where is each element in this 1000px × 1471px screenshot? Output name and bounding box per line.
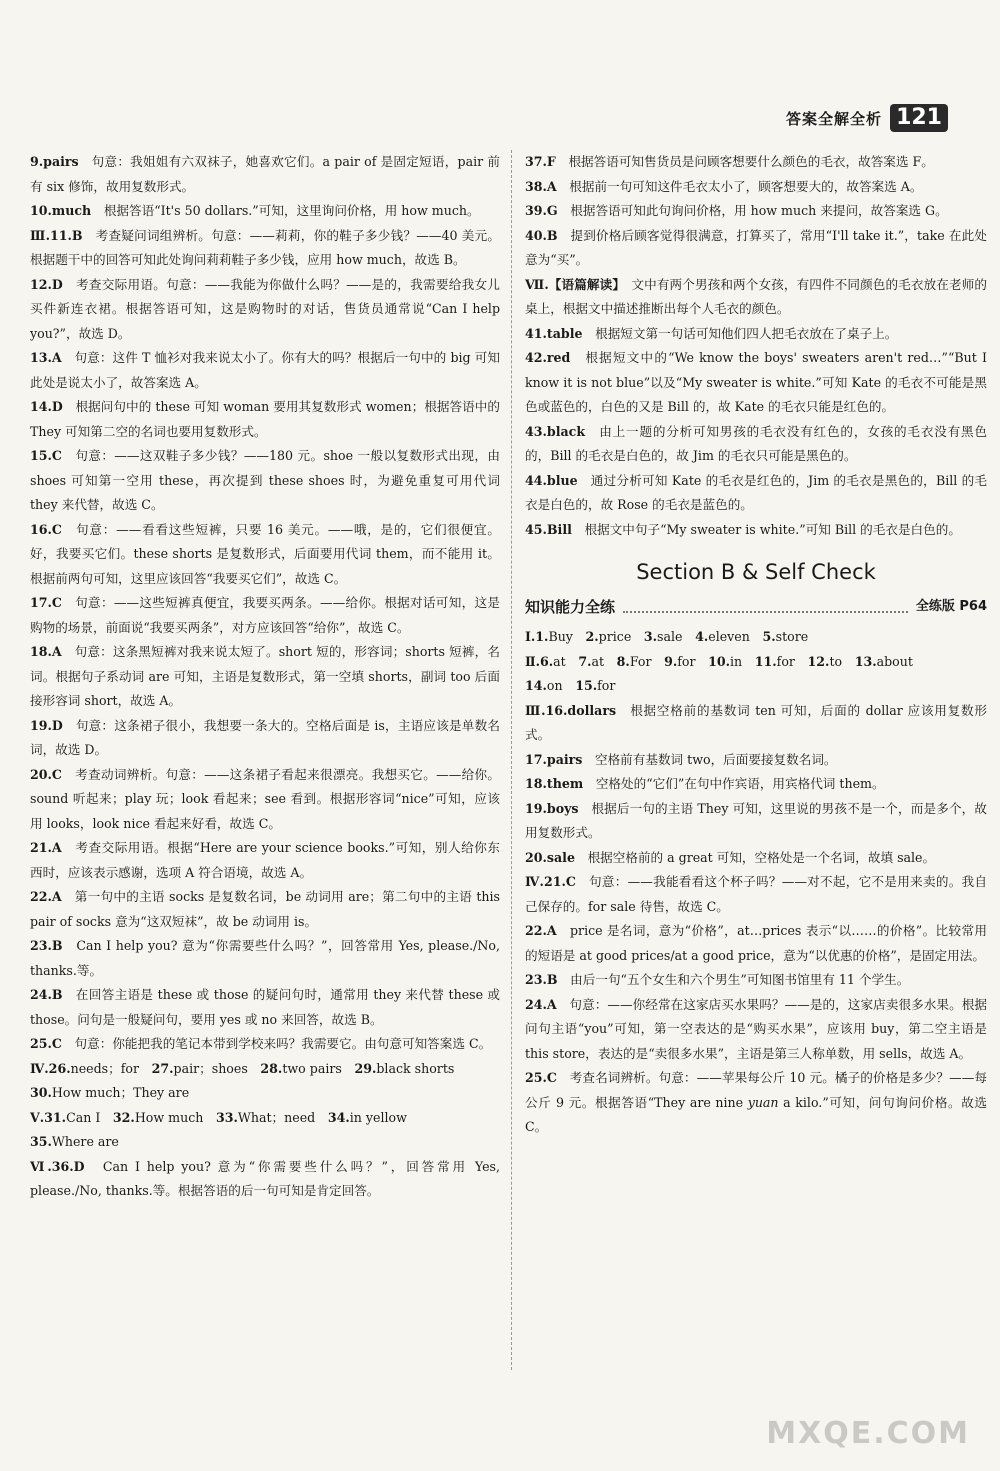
answer-entry — [30, 150, 500, 199]
answer-number: 9.pairs — [30, 154, 79, 169]
answer-number: 37.F — [525, 154, 556, 169]
answer-number: 19.boys — [525, 800, 579, 816]
answer-entry — [525, 175, 987, 200]
answer-explanation: needs；for 27.pair；shoes 28.two pairs 29.black shorts — [70, 1060, 455, 1076]
answer-explanation: 句意：这条黑短裤对我来说太短了。short 短的，形容词；shorts 短裤，名词。根据句子系动词 are 可知，主语是复数形式，第一空填 shorts，副词 too 后面接形容词 short，故选 A。 — [30, 644, 500, 708]
answer-explanation: 文中有两个男孩和两个女孩，有四件不同颜色的毛衣放在老师的桌上，根据文中描述推断出每个人毛衣的颜色。 — [525, 276, 988, 316]
answer-entry — [30, 763, 500, 837]
page-header — [786, 104, 948, 132]
answer-entry — [525, 273, 987, 322]
answer-entry — [525, 469, 987, 518]
answer-explanation: Can I help you? 意为“你需要些什么吗？”，回答常用 Yes, please./No, thanks.等。 — [30, 938, 500, 978]
answer-entry — [525, 699, 987, 748]
answer-explanation: 句意：——我能看看这个杯子吗？——对不起，它不是用来卖的。我自己保存的。for sale 待售，故选 C。 — [525, 874, 988, 914]
answer-number: 15.C — [30, 448, 62, 463]
answer-number: Ⅳ.26. — [30, 1060, 71, 1076]
answer-entry — [525, 846, 987, 871]
answer-entry — [525, 420, 987, 469]
answer-explanation: 提到价格后顾客觉得很满意，打算买了，常用“I'll take it.”，take 在此处意为“买”。 — [525, 227, 987, 267]
answer-entry — [30, 983, 500, 1032]
answer-explanation: 根据答语可知售货员是问顾客想要什么颜色的毛衣，故答案选 F。 — [555, 154, 934, 169]
answer-entry — [525, 748, 987, 773]
answer-entry — [525, 346, 987, 420]
left-column — [30, 150, 500, 1204]
answer-explanation: 由后一句“五个女生和六个男生”可知图书馆里有 11 个学生。 — [557, 972, 910, 987]
answer-explanation: 根据短文第一句话可知他们四人把毛衣放在了桌子上。 — [582, 325, 898, 341]
answer-explanation: 根据空格前的 a great 可知，空格处是一个名词，故填 sale。 — [574, 849, 936, 865]
answer-explanation: Buy 2.price 3.sale 4.eleven 5.store — [548, 629, 809, 644]
answer-entry — [525, 797, 987, 846]
answer-number: 45.Bill — [525, 521, 572, 537]
answer-entry — [30, 714, 500, 763]
answer-entry — [30, 836, 500, 885]
answer-explanation: How much；They are — [51, 1085, 190, 1100]
answer-number: 14.D — [30, 399, 63, 414]
answer-entry — [30, 224, 500, 273]
answer-number: 38.A — [525, 178, 557, 194]
answer-number: 35. — [30, 1134, 52, 1149]
answer-number: 23.B — [30, 938, 63, 953]
answer-number: 44.blue — [525, 472, 578, 488]
answer-number: Ⅰ.1. — [525, 629, 549, 644]
answer-entry — [525, 993, 987, 1067]
answer-entry — [525, 772, 987, 797]
answer-number: 30. — [30, 1085, 52, 1100]
answer-explanation: 考查动词辨析。句意：——这条裙子看起来很漂亮。我想买它。——给你。sound 听起来；play 玩；look 看起来；see 看到。根据形容词“nice”可知，应该用 looks，look nice 看起来好看，故选 C。 — [30, 766, 500, 831]
answer-number: 18.them — [525, 776, 584, 791]
answer-number: 23.B — [525, 972, 558, 987]
answer-number: Ⅲ.11.B — [30, 227, 83, 243]
answer-entry — [30, 1057, 500, 1082]
answer-explanation: 根据答语“It's 50 dollars.”可知，这里询问价格，用 how much。 — [91, 203, 480, 218]
answer-number: 43.black — [525, 423, 586, 439]
answer-entry — [30, 1106, 500, 1131]
watermark-stamp: MXQE.COM — [766, 1416, 970, 1451]
answer-entry — [30, 1130, 500, 1155]
answer-entry — [525, 224, 987, 273]
answer-number: 22.A — [30, 889, 62, 904]
answer-number: 42.red — [525, 350, 571, 365]
answer-explanation: 句意：——这些短裤真便宜，我要买两条。——给你。根据对话可知，这是购物的场景，前面说“我要买两条”，对方应该回答“给你”，故选 C。 — [30, 595, 500, 635]
answer-explanation: Where are — [51, 1134, 119, 1149]
answer-explanation: 根据文中句子“My sweater is white.”可知 Bill 的毛衣是白色的。 — [571, 521, 961, 537]
answer-explanation: 在回答主语是 these 或 those 的疑问句时，通常用 they 来代替 these 或 those。问句是一般疑问句，要用 yes 或 no 来回答，故选 B。 — [30, 987, 500, 1027]
answer-number: Ⅳ.21.C — [525, 874, 576, 889]
answer-number: 19.D — [30, 717, 63, 733]
answer-number: Ⅵ.36.D — [30, 1158, 85, 1174]
answer-explanation: 第一句中的主语 socks 是复数名词，be 动词用 are；第二句中的主语 this pair of socks 意为“这双短袜”，故 be 动词用 is。 — [30, 889, 500, 929]
answer-entry — [30, 640, 500, 714]
answer-explanation: 句意：你能把我的笔记本带到学校来吗？我需要它。由句意可知答案选 C。 — [61, 1036, 492, 1051]
answer-explanation: 空格处的“它们”在句中作宾语，用宾格代词 them。 — [583, 776, 885, 791]
practice-title: 知识能力全练 — [525, 597, 616, 616]
answer-entry — [525, 968, 987, 993]
answer-entry — [30, 346, 500, 395]
answer-number: 24.B — [30, 987, 63, 1002]
answer-entry — [525, 919, 987, 968]
answer-entry — [525, 870, 987, 919]
answer-entry — [30, 199, 500, 224]
answer-entry — [525, 1066, 987, 1140]
answer-number: 17.pairs — [525, 751, 583, 767]
answer-entry — [525, 150, 987, 175]
answer-entry — [30, 444, 500, 518]
answer-explanation: Can I help you? 意为“你需要些什么吗？”，回答常用 Yes, please./No, thanks.等。根据答语的后一句可知是肯定回答。 — [30, 1158, 500, 1198]
answer-entry — [30, 1081, 500, 1106]
answer-number: 21.A — [30, 840, 62, 855]
answer-entry — [30, 591, 500, 640]
answer-number: 24.A — [525, 996, 557, 1012]
answer-number: Ⅴ.31. — [30, 1109, 67, 1125]
answer-explanation: 句意：——看看这些短裤，只要 16 美元。——哦，是的，它们很便宜。好，我要买它们。these shorts 是复数形式，后面要用代词 them，而不能用 it。根据前两句可知，这里应该回答“我要买它们”，故选 C。 — [30, 521, 500, 586]
answer-entry — [30, 518, 500, 592]
answer-explanation: 通过分析可知 Kate 的毛衣是红色的，Jim 的毛衣是黑色的，Bill 的毛衣是白色的，故 Rose 的毛衣是蓝色的。 — [525, 472, 987, 512]
answer-number: 41.table — [525, 325, 583, 341]
answer-number: 14. — [525, 678, 547, 693]
answer-explanation: 句意：这件 T 恤衫对我来说太小了。你有大的吗？根据后一句中的 big 可知此处是说太小了，故答案选 A。 — [30, 350, 500, 390]
answer-number: 18.A — [30, 644, 62, 659]
answer-number: Ⅶ.【语篇解读】 — [525, 276, 619, 292]
answer-entry — [30, 885, 500, 934]
answer-number: 17.C — [30, 595, 62, 610]
answer-explanation: 根据前一句可知这件毛衣太小了，顾客想要大的，故答案选 A。 — [556, 178, 923, 194]
answer-explanation: at 7.at 8.For 9.for 10.in 11.for 12.to 13.about — [553, 653, 913, 669]
practice-bar — [525, 595, 987, 620]
answer-explanation: Can I 32.How much 33.What；need 34.in yellow — [66, 1109, 407, 1125]
answer-explanation: 句意：——你经常在这家店买水果吗？——是的，这家店卖很多水果。根据问句主语“you”可知，第一空表达的是“购买水果”，应该用 buy，第二空主语是 this store，表达的是“卖很多水果”，主语是第三人称单数，用 sells，故选 A。 — [525, 996, 987, 1061]
answer-explanation: 根据答语可知此句询问价格，用 how much 来提问，故答案选 G。 — [557, 203, 948, 218]
answer-entry — [525, 625, 987, 650]
page-number: 121 — [890, 104, 948, 132]
header-title: 答案全解全析 — [786, 109, 883, 128]
section-heading: Section B & Self Check — [636, 560, 876, 584]
column-divider — [511, 150, 512, 1370]
answer-explanation: 考查交际用语。句意：——我能为你做什么吗？——是的，我需要给我女儿买件新连衣裙。根据答语可知，这是购物时的对话，售货员通常说“Can I help you?”，故选 D。 — [30, 276, 500, 341]
answer-number: 16.C — [30, 521, 62, 537]
answer-explanation: 根据问句中的 these 可知 woman 要用其复数形式 women；根据答语中的 They 可知第二空的名词也要用复数形式。 — [30, 399, 500, 439]
answer-entry — [30, 934, 500, 983]
answer-number: 40.B — [525, 227, 558, 243]
answer-number: 39.G — [525, 203, 558, 218]
answer-number: 22.A — [525, 923, 557, 938]
answer-entry — [30, 395, 500, 444]
answer-explanation: 由上一题的分析可知男孩的毛衣没有红色的，女孩的毛衣没有黑色的，Bill 的毛衣是白色的，故 Jim 的毛衣只可能是黑色的。 — [525, 423, 987, 463]
answer-explanation: 句意：我姐姐有六双袜子，她喜欢它们。a pair of 是固定短语，pair 前有 six 修饰，故用复数形式。 — [30, 154, 500, 194]
right-column — [525, 150, 987, 1140]
answer-number: 20.C — [30, 766, 62, 782]
dotted-leader — [623, 601, 908, 613]
answer-explanation: 考查交际用语。根据“Here are your science books.”可知，别人给你东西时，应该表示感谢，选项 A 符合语境，故选 A。 — [30, 840, 500, 880]
answer-number: 25.C — [30, 1036, 62, 1051]
answer-entry — [30, 273, 500, 347]
answer-number: 20.sale — [525, 849, 575, 865]
answer-entry — [525, 674, 987, 699]
answer-explanation: 句意：——这双鞋子多少钱？——180 元。shoe 一般以复数形式出现，由 shoes 可知第一空用 these，再次提到 these shoes 时，为避免重复可用代词 they 来代替，故选 C。 — [30, 448, 500, 512]
answer-number: 12.D — [30, 276, 63, 292]
right-column-answers — [525, 150, 987, 542]
answer-number: 10.much — [30, 203, 92, 218]
practice-version: 全练版 P64 — [915, 598, 987, 614]
answer-explanation: 根据空格前的基数词 ten 可知，后面的 dollar 应该用复数形式。 — [525, 702, 987, 742]
answer-entry — [525, 199, 987, 224]
answer-entry — [525, 650, 987, 675]
answer-explanation: on 15.for — [546, 678, 616, 693]
answer-number: Ⅱ.6. — [525, 653, 554, 669]
answer-entry — [30, 1155, 500, 1204]
answer-explanation: price 是名词，意为“价格”，at…prices 表示“以……的价格”。比较常用的短语是 at good prices/at a good price，意为“以优惠的价格”，是固定用法。 — [525, 923, 987, 963]
answer-number: 25.C — [525, 1070, 557, 1085]
answer-number: 13.A — [30, 350, 62, 365]
answer-entry — [525, 518, 987, 543]
answer-entry — [30, 1032, 500, 1057]
answer-explanation: 空格前有基数词 two，后面要接复数名词。 — [582, 751, 837, 767]
section-b-answers — [525, 625, 987, 1140]
answer-explanation: 根据短文中的“We know the boys' sweaters aren't red…”“But I know it is not blue”以及“My sweater is white.”可知 Kate 的毛衣不可能是黑色或蓝色的，白色的又是 Bill 的，故 Kate 的毛衣只能是红色的。 — [525, 350, 987, 414]
answer-explanation: 句意：这条裙子很小，我想要一条大的。空格后面是 is，主语应该是单数名词，故选 D。 — [30, 717, 500, 757]
answer-explanation: 根据后一句的主语 They 可知，这里说的男孩不是一个，而是多个，故用复数形式。 — [525, 800, 987, 840]
answer-explanation: 考查名词辨析。句意：——苹果每公斤 10 元。橘子的价格是多少？——每公斤 9 元。根据答语“They are nine yuan a kilo.”可知，问句询问价格。故选 C。 — [525, 1070, 987, 1134]
answer-entry — [525, 322, 987, 347]
answer-explanation: 考查疑问词组辨析。句意：——莉莉，你的鞋子多少钱？——40 美元。根据题干中的回答可知此处询问莉莉鞋子多少钱，应用 how much，故选 B。 — [30, 227, 501, 267]
answer-number: Ⅲ.16.dollars — [525, 702, 617, 718]
